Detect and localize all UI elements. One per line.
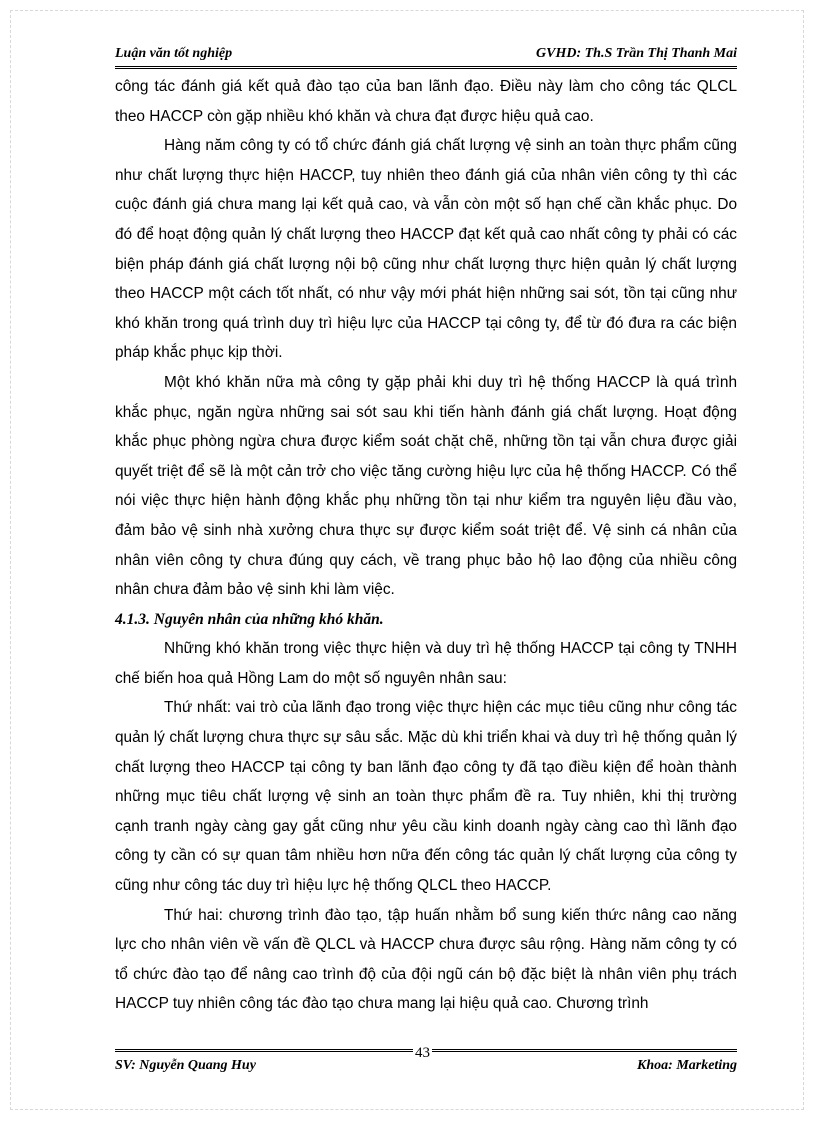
paragraph: Thứ hai: chương trình đào tạo, tập huấn nhằm bổ sung kiến thức nâng cao năng lực cho nhân viên về vấn đề QLCL và HACCP chưa được sâu rộng. Hàng năm công ty có tổ chức đào tạo để nâng cao trình độ của đội ngũ cán bộ đặc biệt là nhân viên phụ trách HACCP tuy nhiên công tác đào tạo chưa mang lại hiệu quả cao. Chương trình xyxy=(115,906,737,1013)
paragraph: Một khó khăn nữa mà công ty gặp phải khi duy trì hệ thống HACCP là quá trình khắc phục, ngăn ngừa những sai sót sau khi tiến hành đánh giá chất lượng. Hoạt động khắc phục phòng ngừa chưa được kiểm soát chặt chẽ, những tồn tại vẫn chưa được giải quyết triệt để sẽ là một cản trở cho việc tăng cường hiệu lực của hệ thống HACCP. Có thể nói việc thực hiện hành động khắc phụ những tồn tại như kiểm tra nguyên liệu đầu vào, đảm bảo vệ sinh nhà xưởng chưa thực sự được kiểm soát triệt để. Vệ sinh cá nhân của nhân viên công ty chưa đúng quy cách, về trang phục bảo hộ lao động của nhiều công nhân chưa đảm bảo vệ sinh khi làm việc. xyxy=(115,373,737,599)
footer-faculty: Khoa: Marketing xyxy=(637,1058,737,1073)
header-supervisor: GVHD: Th.S Trần Thị Thanh Mai xyxy=(536,46,737,61)
paragraph: Những khó khăn trong việc thực hiện và duy trì hệ thống HACCP tại công ty TNHH chế biến hoa quả Hồng Lam do một số nguyên nhân sau: xyxy=(115,640,737,687)
paragraph-continuation: công tác đánh giá kết quả đào tạo của ban lãnh đạo. Điều này làm cho công tác QLCL theo HACCP còn gặp nhiều khó khăn và chưa đạt được hiệu quả cao. xyxy=(115,78,737,125)
paragraph: Hàng năm công ty có tổ chức đánh giá chất lượng vệ sinh an toàn thực phẩm cũng như chất lượng thực hiện HACCP, tuy nhiên theo đánh giá của nhân viên công ty thì các cuộc đánh giá chưa mang lại kết quả cao, và vẫn còn một số hạn chế cần khắc phục. Do đó để hoạt động quản lý chất lượng theo HACCP đạt kết quả cao nhất công ty phải có các biện pháp đánh giá chất lượng nội bộ cũng như chất lượng thực hiện quản lý chất lượng theo HACCP một cách tốt nhất, có như vậy mới phát hiện những sai sót, tồn tại cũng như khó khăn trong quá trình duy trì hiệu lực của HACCP tại công ty, để từ đó đưa ra các biện pháp khắc phục kịp thời. xyxy=(115,137,737,362)
header-thesis-label: Luận văn tốt nghiệp xyxy=(115,46,233,61)
page-header xyxy=(115,40,737,69)
section-heading: 4.1.3. Nguyên nhân của những khó khăn. xyxy=(115,610,384,628)
footer-student: SV: Nguyễn Quang Huy xyxy=(115,1058,256,1073)
page-number: 43 xyxy=(415,1045,430,1061)
document-body xyxy=(115,72,737,1019)
page-footer xyxy=(115,1058,737,1080)
paragraph: Thứ nhất: vai trò của lãnh đạo trong việc thực hiện các mục tiêu cũng như công tác quản lý chất lượng chưa thực sự sâu sắc. Mặc dù khi triển khai và duy trì hệ thống quản lý chất lượng theo HACCP tại công ty ban lãnh đạo công ty đã tạo điều kiện để hoàn thành những mục tiêu chất lượng vệ sinh an toàn thực phẩm đề ra. Tuy nhiên, khi thị trường cạnh tranh ngày càng gay gắt cũng như yêu cầu kinh doanh ngày càng cao thì lãnh đạo công ty cần có sự quan tâm nhiều hơn nữa đến công tác quản lý chất lượng của công ty cũng như công tác duy trì hiệu lực hệ thống QLCL theo HACCP. xyxy=(115,699,737,895)
